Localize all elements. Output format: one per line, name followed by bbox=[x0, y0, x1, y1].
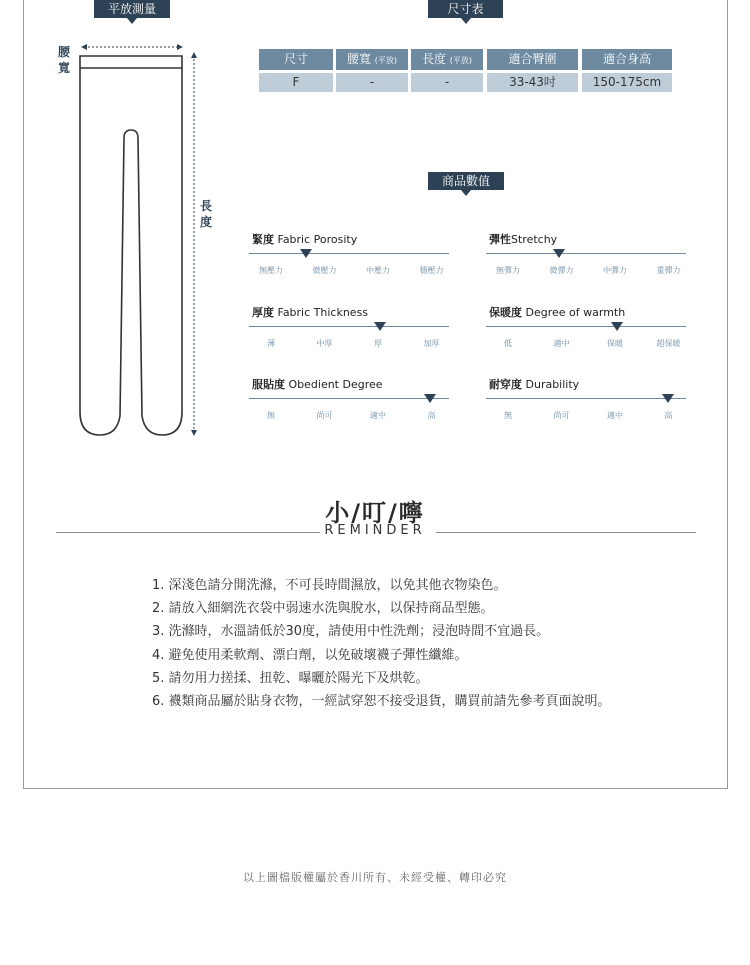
metric-tick-label: 適中 bbox=[370, 411, 386, 420]
metric-tick-label: 保暖 bbox=[607, 339, 623, 348]
metric-tick-label: 中厚 bbox=[316, 339, 333, 348]
metric-tick-label: 低 bbox=[504, 339, 512, 348]
metric-level-marker bbox=[374, 322, 386, 331]
metric-tick-label: 尚可 bbox=[553, 411, 570, 420]
metric-title: 彈性Stretchy bbox=[489, 233, 558, 246]
metric-title: 服貼度 Obedient Degree bbox=[252, 378, 383, 391]
metric-title: 厚度 Fabric Thickness bbox=[252, 306, 369, 319]
size-chart-tag: 尺寸表 bbox=[428, 0, 503, 18]
value-hip: 33-43吋 bbox=[487, 73, 578, 92]
metric-tick-label: 適中 bbox=[553, 339, 570, 348]
header-waist: 腰寬 (平放) bbox=[336, 49, 408, 70]
metric-tick-label: 微彈力 bbox=[549, 266, 574, 275]
value-length: - bbox=[411, 73, 483, 92]
reminder-list bbox=[152, 574, 611, 713]
metric-tick-label: 中壓力 bbox=[366, 266, 390, 275]
value-height: 150-175cm bbox=[582, 73, 672, 92]
metric-title: 緊度 Fabric Porosity bbox=[252, 233, 358, 246]
header-length: 長度 (平放) bbox=[411, 49, 483, 70]
metric-level-marker bbox=[611, 322, 623, 331]
reminder-subtitle: REMINDER bbox=[324, 523, 426, 538]
header-size: 尺寸 bbox=[259, 49, 333, 70]
reminder-item: 2. 請放入細網洗衣袋中弱速水洗與脫水，以保持商品型態。 bbox=[152, 601, 494, 617]
metric-tick-label: 薄 bbox=[267, 339, 275, 348]
value-size: F bbox=[259, 73, 333, 92]
measure-tag: 平放測量 bbox=[94, 0, 170, 18]
metric-tick-label: 重彈力 bbox=[656, 266, 681, 275]
metric-scale-line bbox=[249, 326, 449, 327]
metric-scale-line bbox=[486, 398, 686, 399]
metric-level-marker bbox=[300, 249, 312, 258]
reminder-item: 3. 洗滌時，水溫請低於30度，請使用中性洗劑；浸泡時間不宜過長。 bbox=[152, 624, 550, 640]
metric-tick-label: 無彈力 bbox=[496, 266, 520, 275]
metric-tick-label: 無 bbox=[267, 411, 275, 420]
metric-title: 保暖度 Degree of warmth bbox=[489, 306, 626, 319]
metric-tick-label: 中彈力 bbox=[603, 266, 627, 275]
metric-level-marker bbox=[553, 249, 565, 258]
tights-diagram bbox=[50, 40, 220, 445]
metric-tick-label: 超保暖 bbox=[656, 339, 681, 348]
product-values-tag: 商品數值 bbox=[428, 172, 504, 190]
metric-level-marker bbox=[424, 394, 436, 403]
value-waist: - bbox=[336, 73, 408, 92]
copyright-footer: 以上圖檔版權屬於香川所有、未經受權、轉印必究 bbox=[243, 871, 507, 884]
header-hip: 適合臀圍 bbox=[487, 49, 578, 70]
header-height: 適合身高 bbox=[582, 49, 672, 70]
reminder-item: 1. 深淺色請分開洗滌，不可長時間濕放，以免其他衣物染色。 bbox=[152, 578, 507, 593]
metric-tick-label: 穩壓力 bbox=[419, 266, 444, 275]
metric-tick-label: 適中 bbox=[607, 411, 623, 420]
metric-tick-label: 加厚 bbox=[423, 339, 440, 348]
metric-tick-label: 無壓力 bbox=[259, 266, 283, 275]
reminder-title: 小/叮/嚀 bbox=[325, 499, 425, 527]
waist-label: 腰寬 bbox=[58, 45, 71, 75]
metric-tick-label: 厚 bbox=[374, 339, 382, 348]
metric-tick-label: 微壓力 bbox=[312, 266, 337, 275]
metric-scale-line bbox=[249, 398, 449, 399]
reminder-item: 4. 避免使用柔軟劑、漂白劑，以免破壞襪子彈性纖維。 bbox=[152, 647, 468, 663]
metric-scale-line bbox=[486, 253, 686, 254]
metric-scale-line bbox=[249, 253, 449, 254]
length-label: 長度 bbox=[200, 199, 213, 229]
metric-level-marker bbox=[662, 394, 674, 403]
metric-tick-label: 尚可 bbox=[316, 411, 333, 420]
metric-tick-label: 高 bbox=[427, 411, 436, 420]
reminder-item: 5. 請勿用力搓揉、扭乾、曝曬於陽光下及烘乾。 bbox=[152, 670, 429, 686]
metric-tick-label: 高 bbox=[664, 411, 673, 420]
reminder-item: 6. 襪類商品屬於貼身衣物，一經試穿恕不接受退貨，購買前請先參考頁面說明。 bbox=[152, 694, 611, 710]
metric-tick-label: 無 bbox=[504, 411, 512, 420]
metric-title: 耐穿度 Durability bbox=[489, 378, 580, 391]
metric-scale-line bbox=[486, 326, 686, 327]
